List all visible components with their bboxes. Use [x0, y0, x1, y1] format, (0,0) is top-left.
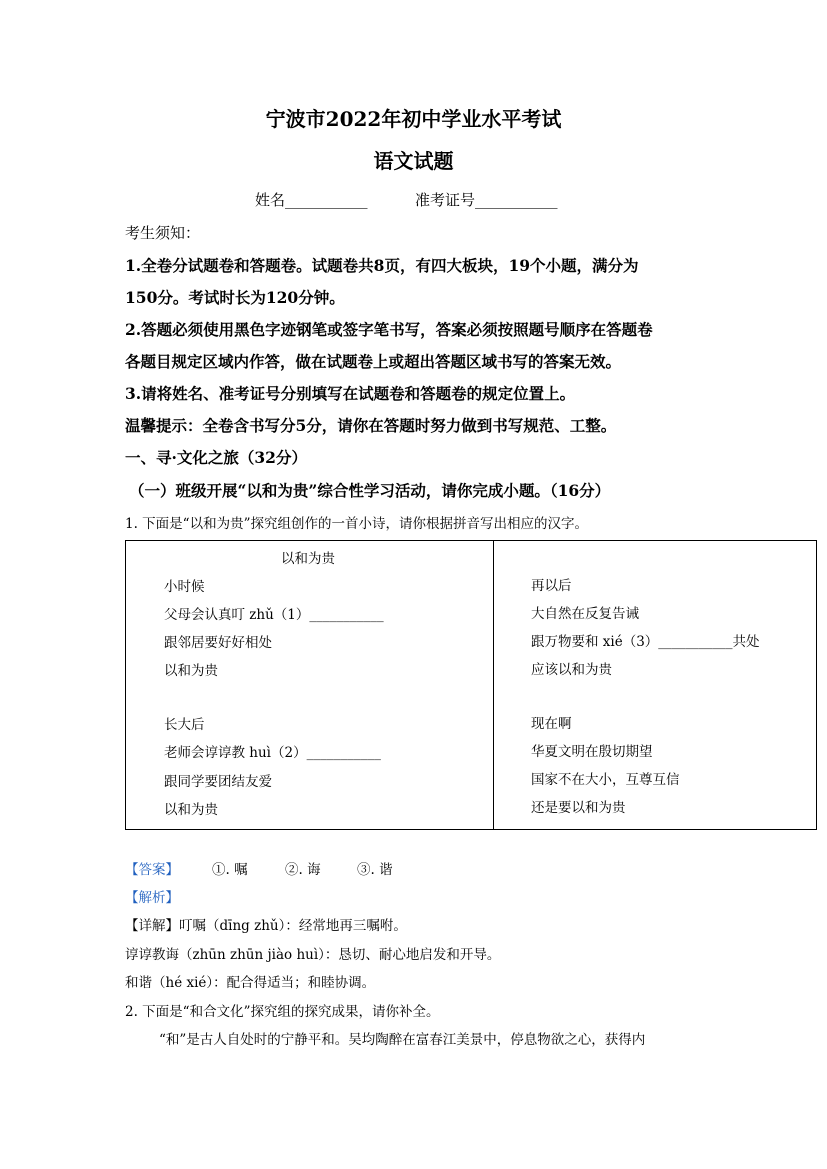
id-field: 准考证号___________ — [415, 191, 558, 209]
poem-left-line: 小时候 — [164, 579, 205, 595]
poem-left-line: 跟同学要团结友爱 — [164, 774, 272, 790]
poem-right-line: 还是要以和为贵 — [531, 800, 626, 816]
notice-item1-line2: 150分。考试时长为120分钟。 — [125, 288, 345, 307]
poem-left-line: 以和为贵 — [164, 663, 218, 679]
poem-right-line: 华夏文明在殷切期望 — [531, 744, 653, 760]
poem-right-line: 应该以和为贵 — [531, 662, 612, 678]
answer-1: ①. 嘱 — [212, 862, 248, 878]
poem-left-line: 以和为贵 — [164, 802, 218, 818]
table-divider — [493, 541, 494, 829]
q2-paragraph: “和”是古人自处时的宁静平和。吴均陶醉在富春江美景中，停息物欲之心，获得内 — [159, 1032, 646, 1048]
detail-line: 谆谆教诲（zhūn zhūn jiào huì）：恳切、耐心地启发和开导。 — [125, 947, 501, 963]
section1-heading: 一、寻·文化之旅（32分） — [125, 448, 307, 467]
page-title: 宁波市2022年初中学业水平考试 — [265, 107, 562, 131]
poem-table — [125, 540, 817, 830]
name-field: 姓名___________ — [255, 191, 368, 209]
detail-line: 和谐（hé xié）：配合得适当；和睦协调。 — [125, 975, 376, 991]
notice-item3: 3.请将姓名、准考证号分别填写在试题卷和答题卷的规定位置上。 — [125, 384, 576, 403]
detail-line: 【详解】叮嘱（dīng zhǔ）：经常地再三嘱咐。 — [125, 918, 407, 934]
q1-prompt: 1. 下面是“以和为贵”探究组创作的一首小诗，请你根据拼音写出相应的汉字。 — [125, 516, 588, 532]
notice-tip: 温馨提示：全卷含书写分5分，请你在答题时努力做到书写规范、工整。 — [125, 416, 617, 435]
poem-right-line: 再以后 — [531, 578, 572, 594]
section1-sub1: （一）班级开展“以和为贵”综合性学习活动，请你完成小题。（16分） — [129, 481, 611, 500]
analysis-label: 【解析】 — [125, 890, 179, 906]
poem-right-line: 跟万物要和 xié（3）___________共处 — [531, 634, 760, 650]
answer-label: 【答案】 — [125, 862, 179, 878]
poem-title: 以和为贵 — [281, 551, 335, 567]
poem-left-line: 老师会谆谆教 huì（2）___________ — [164, 745, 381, 761]
poem-right-line: 现在啊 — [531, 716, 572, 732]
page-subtitle: 语文试题 — [373, 149, 454, 173]
notice-item2-line1: 2.答题必须使用黑色字迹钢笔或签字笔书写，答案必须按照题号顺序在答题卷 — [125, 320, 653, 339]
notice-heading: 考生须知： — [125, 224, 201, 242]
answer-2: ②. 诲 — [285, 862, 321, 878]
poem-left-line: 父母会认真叮 zhǔ（1）___________ — [164, 607, 384, 623]
answer-3: ③. 谐 — [357, 862, 393, 878]
poem-left-line: 长大后 — [164, 717, 205, 733]
poem-right-line: 大自然在反复告诫 — [531, 606, 639, 622]
poem-left-line: 跟邻居要好好相处 — [164, 635, 272, 651]
notice-item1-line1: 1.全卷分试题卷和答题卷。试题卷共8页，有四大板块，19个小题，满分为 — [125, 256, 639, 275]
poem-right-line: 国家不在大小，互尊互信 — [531, 772, 680, 788]
notice-item2-line2: 各题目规定区域内作答，做在试题卷上或超出答题区域书写的答案无效。 — [125, 352, 622, 371]
q2-prompt: 2. 下面是“和合文化”探究组的探究成果，请你补全。 — [125, 1004, 440, 1020]
